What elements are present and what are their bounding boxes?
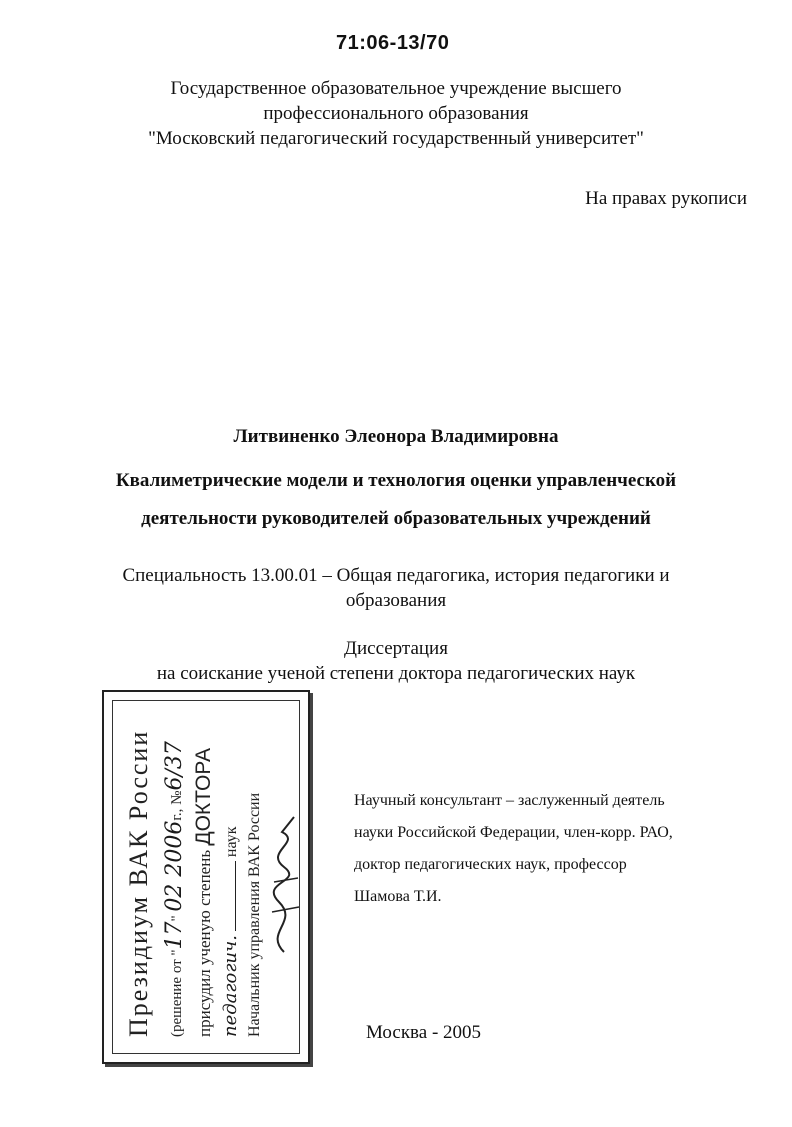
title-line-2: деятельности руководителей образовательных учреждений (141, 508, 651, 529)
consultant-line-1: Научный консультант – заслуженный деятель (354, 792, 665, 809)
stamp-decision-date: 02 2006 (162, 820, 187, 912)
stamp-head: Начальник управления ВАК России (246, 792, 263, 1037)
stamp-header: Президиум ВАК России (124, 729, 153, 1037)
stamp-field-handwritten: педагогич. (220, 935, 241, 1037)
manuscript-rights: На правах рукописи (585, 188, 747, 209)
institution-line-2: профессионального образования (263, 103, 529, 124)
author-name: Литвиненко Элеонора Владимировна (233, 426, 559, 447)
institution-line-1: Государственное образовательное учреждение высшего (170, 78, 622, 99)
specialty-line-2: образования (345, 590, 447, 611)
scientific-consultant (354, 785, 673, 913)
stamp-awarded (192, 748, 216, 1037)
stamp-decision-day: 17 (162, 921, 187, 950)
specialty (0, 563, 792, 613)
stamp-awarded-prefix: присудил ученую степень (195, 849, 214, 1037)
stamp-decision-suffix: г., № (169, 790, 185, 821)
consultant-line-3: доктор педагогических наук, профессор (354, 856, 627, 873)
stamp-field-underline (235, 861, 236, 931)
stamp-decision-prefix: (решение от " (169, 949, 185, 1037)
stamp-decision-mid: " (169, 915, 185, 922)
vak-stamp (102, 690, 310, 1064)
dissertation-title (0, 462, 792, 538)
city-year: Москва - 2005 (366, 1022, 482, 1043)
dissertation-type (0, 636, 792, 686)
specialty-line-1: Специальность 13.00.01 – Общая педагогика, история педагогики и (122, 565, 670, 586)
signature-icon (254, 812, 314, 962)
consultant-line-4: Шамова Т.И. (354, 888, 442, 905)
stamp-decision-number: 6/37 (162, 741, 187, 791)
institution-block (0, 76, 792, 151)
institution-line-3: "Московский педагогический государственный университет" (148, 128, 644, 149)
stamp-degree: ДОКТОРА (192, 748, 215, 846)
dissertation-line-1: Диссертация (344, 638, 448, 659)
stamp-field-suffix: наук (223, 826, 240, 858)
document-code: 71:06-13/70 (336, 32, 450, 54)
dissertation-line-2: на соискание ученой степени доктора педагогических наук (156, 663, 636, 684)
consultant-line-2: науки Российской Федерации, член-корр. РАО, (354, 824, 673, 841)
title-line-1: Квалиметрические модели и технология оценки управленческой (115, 470, 677, 491)
stamp-decision (162, 741, 187, 1037)
stamp-field (220, 826, 241, 1037)
